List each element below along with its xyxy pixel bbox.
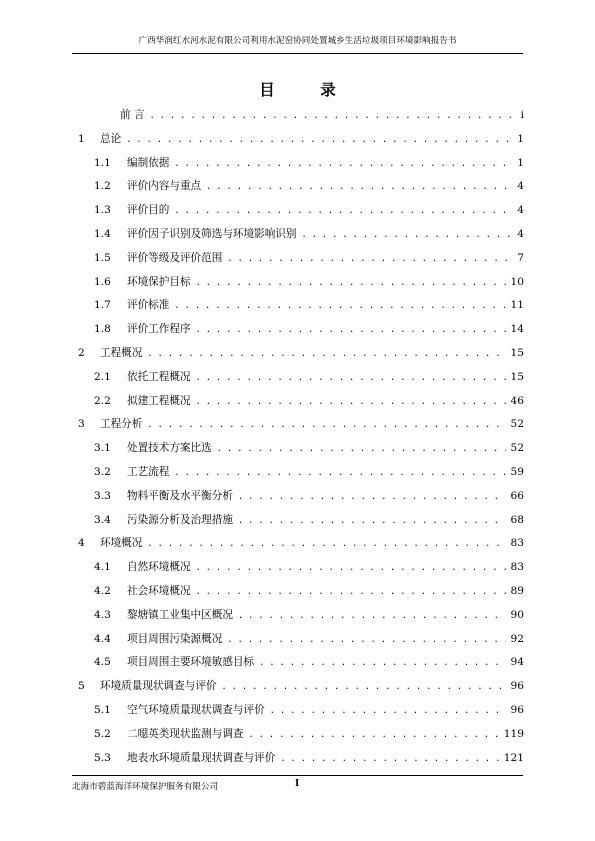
toc-dot-leader xyxy=(222,679,506,695)
toc-entry-number: 2.1 xyxy=(94,370,111,383)
toc-entry-page: 66 xyxy=(510,489,524,502)
toc-dot-leader xyxy=(147,536,505,552)
toc-entry-page: 83 xyxy=(510,537,524,550)
toc-entry-page: 59 xyxy=(510,465,524,478)
toc-entry-number: 4.1 xyxy=(94,561,111,574)
toc-entry-label: 依托工程概况 xyxy=(127,370,191,383)
toc-entry-page: 96 xyxy=(510,680,524,693)
toc-dot-leader xyxy=(174,465,505,481)
toc-entry-label: 项目周围主要环境敏感目标 xyxy=(127,656,255,669)
toc-dot-leader xyxy=(280,751,498,767)
toc-entry-label: 处置技术方案比选 xyxy=(127,442,212,455)
toc-dot-leader xyxy=(259,655,505,671)
toc-entry[interactable] xyxy=(72,512,524,536)
toc-entry-label: 评价目的 xyxy=(127,204,170,217)
toc-entry-page: 96 xyxy=(510,703,524,716)
toc-entry[interactable] xyxy=(72,654,524,678)
toc-dot-leader xyxy=(217,441,506,457)
toc-entry-number: 1.7 xyxy=(94,299,111,312)
toc-entry[interactable] xyxy=(72,202,524,226)
toc-entry-label: 物料平衡及水平衡分析 xyxy=(127,489,233,502)
toc-entry-label: 评价标准 xyxy=(127,299,170,312)
toc-entry-number: 5.3 xyxy=(94,751,111,764)
footer-company: 北海市碧蓝海洋环境保护服务有限公司 xyxy=(72,782,219,792)
toc-entry[interactable] xyxy=(72,750,524,774)
toc-entry-label: 编制依据 xyxy=(127,156,170,169)
toc-dot-leader xyxy=(270,703,506,719)
toc-entry[interactable] xyxy=(72,535,524,559)
toc-dot-leader xyxy=(196,584,506,600)
toc-entry-number: 4 xyxy=(78,537,85,550)
toc-entry-number: 1.5 xyxy=(94,251,111,264)
toc-entry-label: 黎塘镇工业集中区概况 xyxy=(127,608,233,621)
toc-entry-label: 评价工作程序 xyxy=(127,323,191,336)
toc-entry-page: i xyxy=(520,109,524,121)
toc-dot-leader xyxy=(196,275,506,291)
toc-entry-number: 1.4 xyxy=(94,227,111,240)
toc-dot-leader xyxy=(196,370,506,386)
toc-dot-leader xyxy=(238,513,506,529)
toc-entry-label: 空气环境质量现状调查与评价 xyxy=(127,703,265,716)
toc-entry-label: 环境概况 xyxy=(100,537,143,550)
toc-entry-number: 3 xyxy=(78,418,85,431)
toc-entry[interactable] xyxy=(72,345,524,369)
toc-dot-leader xyxy=(227,251,511,267)
footer-page-number: I xyxy=(295,779,300,789)
toc-entry[interactable] xyxy=(72,702,524,726)
toc-entry-label: 工程分析 xyxy=(100,418,143,431)
toc-entry-label: 地表水环境质量现状调查与评价 xyxy=(127,751,276,764)
toc-entry-page: 46 xyxy=(510,394,524,407)
toc-entry[interactable] xyxy=(72,583,524,607)
toc-dot-leader xyxy=(150,108,511,124)
toc-entry[interactable] xyxy=(72,369,524,393)
toc-entry[interactable] xyxy=(72,631,524,655)
toc-entry[interactable] xyxy=(72,464,524,488)
toc-entry-page: 7 xyxy=(517,251,524,264)
toc-dot-leader xyxy=(238,608,506,624)
toc-entry[interactable] xyxy=(72,107,524,131)
toc-entry[interactable] xyxy=(72,155,524,179)
toc-entry-page: 1 xyxy=(517,156,524,169)
toc-entry-number: 1.6 xyxy=(94,275,111,288)
toc-entry-page: 15 xyxy=(510,346,524,359)
toc-entry-number: 3.1 xyxy=(94,442,111,455)
toc-entry-label: 工艺流程 xyxy=(127,465,170,478)
toc-entry-number: 3.2 xyxy=(94,465,111,478)
toc-entry-number: 4.2 xyxy=(94,584,111,597)
toc-dot-leader xyxy=(196,322,506,338)
toc-dot-leader xyxy=(174,156,511,172)
toc-entry[interactable] xyxy=(72,559,524,583)
toc-dot-leader xyxy=(227,632,505,648)
toc-entry-page: 52 xyxy=(510,418,524,431)
toc-entry-number: 2.2 xyxy=(94,394,111,407)
toc-entry-page: 4 xyxy=(517,227,524,240)
toc-entry-page: 89 xyxy=(510,584,524,597)
toc-dot-leader xyxy=(196,560,506,576)
table-of-contents xyxy=(72,107,524,773)
running-header: 广西华润红水河水泥有限公司利用水泥窑协同处置城乡生活垃圾项目环境影响报告书 xyxy=(138,36,457,46)
toc-entry[interactable] xyxy=(72,321,524,345)
toc-entry-label: 评价等级及评价范围 xyxy=(127,251,223,264)
toc-entry-label: 评价内容与重点 xyxy=(127,180,202,193)
toc-entry-label: 环境保护目标 xyxy=(127,275,191,288)
toc-entry-page: 1 xyxy=(517,132,524,145)
toc-entry[interactable] xyxy=(72,488,524,512)
toc-entry-page: 4 xyxy=(517,180,524,193)
toc-entry[interactable] xyxy=(72,297,524,321)
toc-entry-label: 污染源分析及治理措施 xyxy=(127,513,233,526)
toc-entry-page: 10 xyxy=(510,275,524,288)
toc-entry-number: 4.3 xyxy=(94,608,111,621)
toc-entry[interactable] xyxy=(72,250,524,274)
toc-entry-page: 14 xyxy=(510,323,524,336)
toc-entry-page: 4 xyxy=(517,204,524,217)
toc-entry-number: 2 xyxy=(78,346,85,359)
toc-dot-leader xyxy=(302,227,512,243)
toc-entry-number: 1.8 xyxy=(94,323,111,336)
toc-dot-leader xyxy=(238,489,506,505)
toc-entry-label: 总论 xyxy=(100,132,122,145)
toc-entry-number: 1 xyxy=(78,132,85,145)
toc-entry-number: 5.2 xyxy=(94,727,111,740)
toc-dot-leader xyxy=(147,417,505,433)
toc-entry-label: 自然环境概况 xyxy=(127,561,191,574)
toc-entry[interactable] xyxy=(72,726,524,750)
toc-entry-number: 5.1 xyxy=(94,703,111,716)
toc-entry[interactable] xyxy=(72,678,524,702)
toc-entry[interactable] xyxy=(72,226,524,250)
toc-dot-leader xyxy=(196,394,506,410)
toc-entry-page: 90 xyxy=(510,608,524,621)
toc-entry-page: 92 xyxy=(510,632,524,645)
toc-entry-page: 52 xyxy=(510,442,524,455)
toc-entry[interactable] xyxy=(72,440,524,464)
toc-entry-label: 评价因子识别及筛选与环境影响识别 xyxy=(127,227,297,240)
toc-entry-label: 社会环境概况 xyxy=(127,584,191,597)
toc-entry-page: 15 xyxy=(510,370,524,383)
toc-entry-label: 环境质量现状调查与评价 xyxy=(100,680,217,693)
toc-entry-number: 1.1 xyxy=(94,156,111,169)
toc-dot-leader xyxy=(206,179,511,195)
toc-dot-leader xyxy=(147,346,505,362)
toc-title: 目 录 xyxy=(259,81,356,99)
toc-entry[interactable] xyxy=(72,393,524,417)
toc-entry[interactable] xyxy=(72,131,524,155)
toc-entry-page: 119 xyxy=(503,727,524,740)
toc-dot-leader xyxy=(174,203,511,219)
toc-entry-label: 拟建工程概况 xyxy=(127,394,191,407)
toc-entry[interactable] xyxy=(72,416,524,440)
toc-entry-number: 4.5 xyxy=(94,656,111,669)
toc-entry-page: 83 xyxy=(510,561,524,574)
toc-entry-label: 前 言 xyxy=(120,109,145,121)
toc-entry-number: 1.3 xyxy=(94,204,111,217)
toc-entry-number: 3.3 xyxy=(94,489,111,502)
toc-entry[interactable] xyxy=(72,178,524,202)
toc-entry-number: 1.2 xyxy=(94,180,111,193)
toc-entry[interactable] xyxy=(72,607,524,631)
footer-rule xyxy=(72,775,523,776)
header-rule xyxy=(72,53,523,54)
toc-entry-page: 68 xyxy=(510,513,524,526)
toc-entry-label: 二噁英类现状监测与调查 xyxy=(127,727,244,740)
toc-entry-page: 11 xyxy=(510,299,524,312)
toc-dot-leader xyxy=(249,727,499,743)
toc-entry-page: 94 xyxy=(510,656,524,669)
toc-entry-number: 5 xyxy=(78,680,85,693)
toc-entry-number: 3.4 xyxy=(94,513,111,526)
toc-dot-leader xyxy=(126,132,511,148)
toc-dot-leader xyxy=(174,298,505,314)
toc-entry-label: 工程概况 xyxy=(100,346,143,359)
toc-entry[interactable] xyxy=(72,274,524,298)
toc-entry-number: 4.4 xyxy=(94,632,111,645)
toc-entry-label: 项目周围污染源概况 xyxy=(127,632,223,645)
toc-entry-page: 121 xyxy=(503,751,524,764)
